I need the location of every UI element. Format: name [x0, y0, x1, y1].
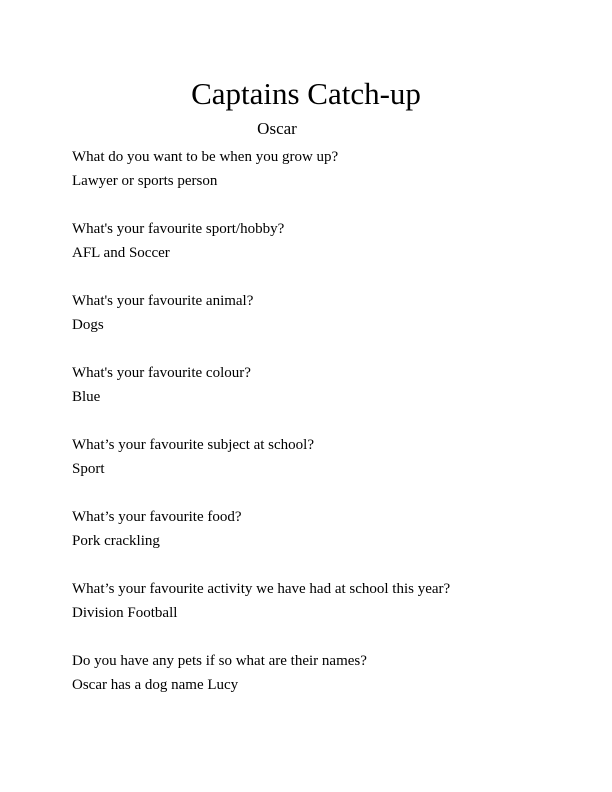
answer-text: Division Football — [72, 605, 178, 621]
qa-item — [72, 289, 552, 337]
question-text: Do you have any pets if so what are their names? — [72, 653, 367, 669]
student-name: Oscar — [257, 119, 297, 138]
page-title: Captains Catch-up — [191, 76, 421, 111]
qa-item — [72, 217, 552, 265]
question-text: What’s your favourite subject at school? — [72, 437, 315, 453]
qa-item — [72, 505, 552, 553]
qa-item — [72, 145, 552, 193]
answer-text: AFL and Soccer — [72, 245, 170, 261]
question-text: What's your favourite sport/hobby? — [72, 221, 285, 237]
qa-item — [72, 577, 552, 625]
qa-list — [72, 145, 552, 721]
qa-item — [72, 433, 552, 481]
question-text: What’s your favourite food? — [72, 509, 242, 525]
question-text: What’s your favourite activity we have had at school this year? — [72, 581, 451, 597]
answer-text: Lawyer or sports person — [72, 173, 218, 189]
question-text: What's your favourite animal? — [72, 293, 254, 309]
answer-text: Oscar has a dog name Lucy — [72, 677, 239, 693]
qa-item — [72, 361, 552, 409]
answer-text: Dogs — [72, 317, 104, 333]
question-text: What do you want to be when you grow up? — [72, 149, 339, 165]
answer-text: Pork crackling — [72, 533, 160, 549]
answer-text: Blue — [72, 389, 101, 405]
qa-item — [72, 649, 552, 697]
answer-text: Sport — [72, 461, 105, 477]
question-text: What's your favourite colour? — [72, 365, 251, 381]
